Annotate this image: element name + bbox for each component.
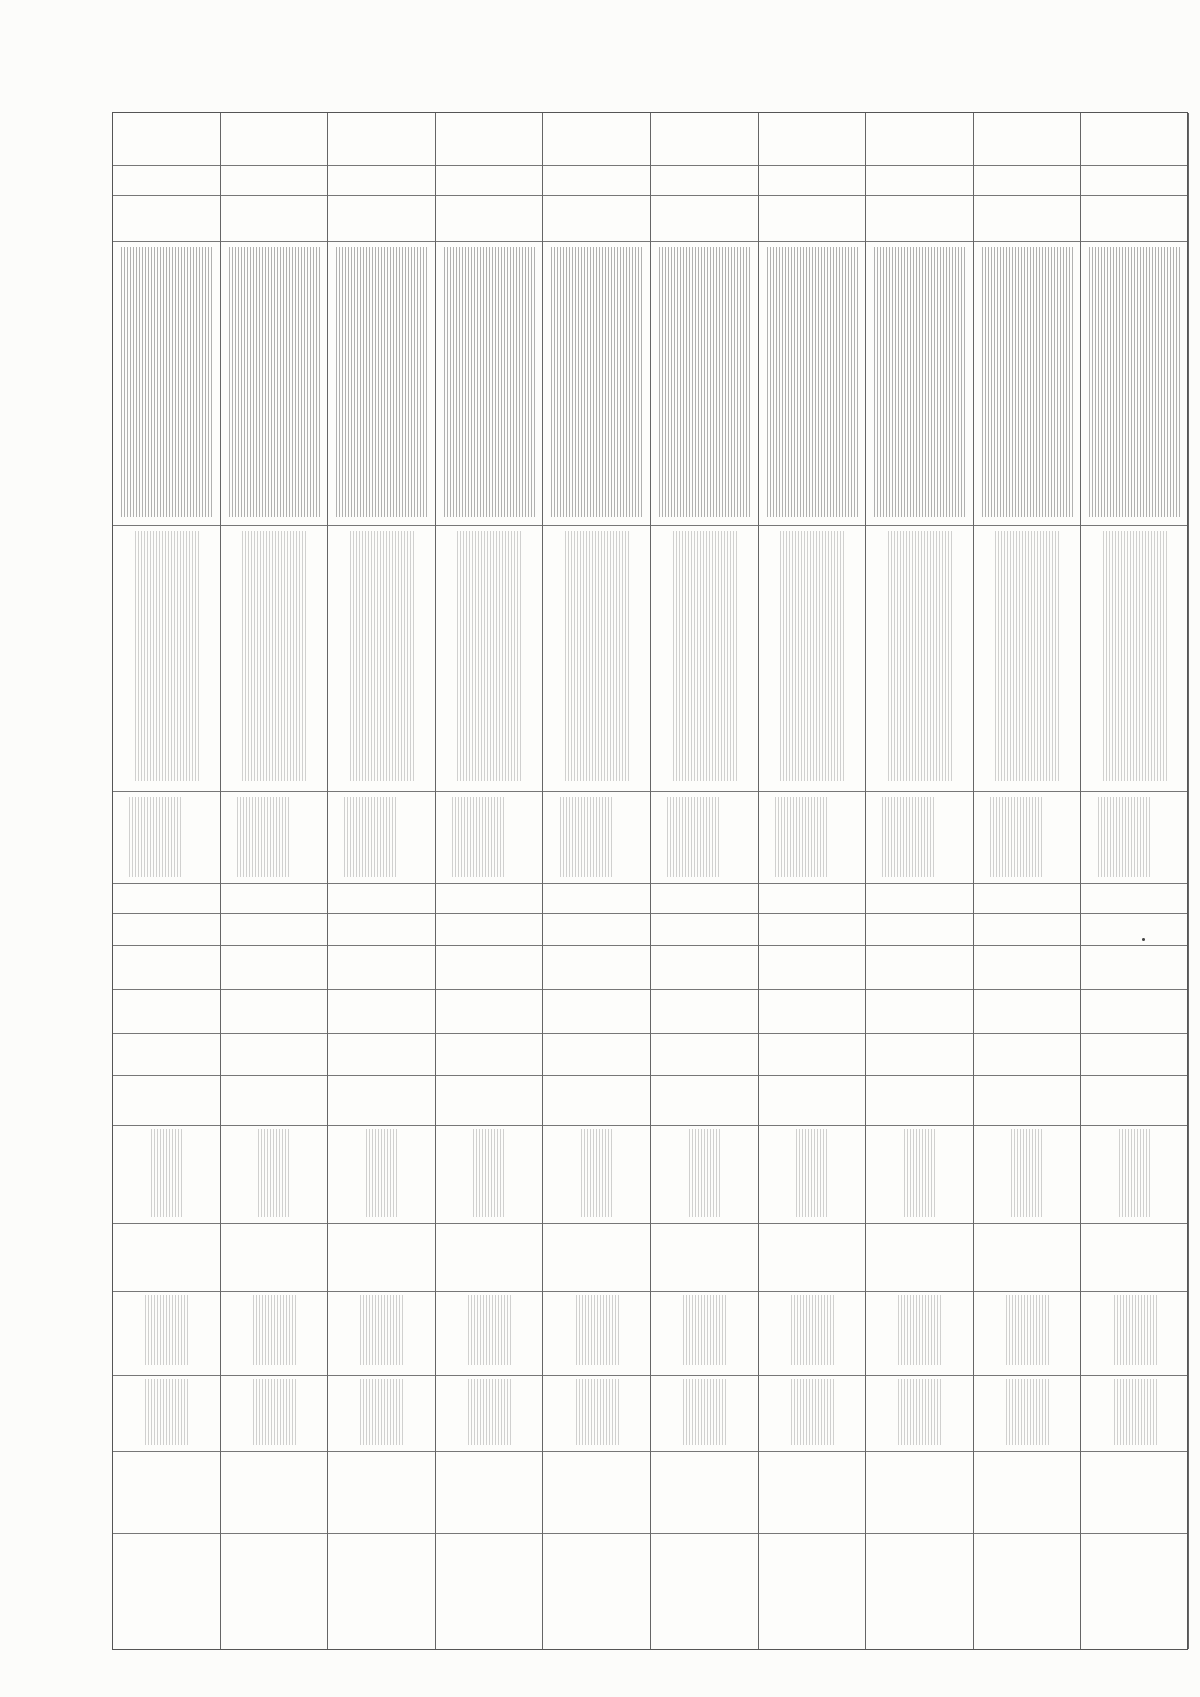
table-record [651, 113, 759, 1649]
illegible-text-block [551, 247, 643, 517]
illegible-text-block [145, 1379, 188, 1445]
illegible-text-block [129, 797, 183, 877]
illegible-text-block [452, 797, 506, 877]
illegible-text-block [683, 1295, 726, 1365]
illegible-text-block [121, 247, 213, 517]
illegible-text-block [229, 247, 321, 517]
illegible-text-block [796, 1129, 828, 1217]
illegible-text-block [344, 797, 398, 877]
illegible-text-block [874, 247, 966, 517]
illegible-text-block [237, 797, 291, 877]
illegible-text-block [473, 1129, 505, 1217]
illegible-text-block [360, 1295, 403, 1365]
illegible-text-block [1006, 1379, 1049, 1445]
illegible-text-block [659, 247, 751, 517]
table-record [866, 113, 974, 1649]
illegible-text-block [898, 1379, 941, 1445]
illegible-text-block [683, 1379, 726, 1445]
illegible-text-block [904, 1129, 936, 1217]
illegible-text-block [565, 531, 630, 781]
illegible-text-block [350, 531, 415, 781]
illegible-text-block [791, 1295, 834, 1365]
illegible-text-block [898, 1295, 941, 1365]
illegible-text-block [457, 531, 522, 781]
illegible-text-block [1103, 531, 1168, 781]
illegible-text-block [135, 531, 200, 781]
table-record [1081, 113, 1189, 1649]
illegible-text-block [468, 1379, 511, 1445]
illegible-text-block [366, 1129, 398, 1217]
table-record [221, 113, 329, 1649]
illegible-text-block [1114, 1295, 1157, 1365]
illegible-text-block [336, 247, 428, 517]
illegible-text-block [360, 1379, 403, 1445]
table-record [543, 113, 651, 1649]
illegible-text-block [990, 797, 1044, 877]
illegible-text-block [560, 797, 614, 877]
stray-dot [1142, 938, 1145, 941]
illegible-text-block [667, 797, 721, 877]
table-record [974, 113, 1082, 1649]
illegible-text-block [253, 1379, 296, 1445]
illegible-text-block [995, 531, 1060, 781]
illegible-text-block [468, 1295, 511, 1365]
illegible-text-block [1114, 1379, 1157, 1445]
illegible-text-block [1006, 1295, 1049, 1365]
scanned-table-sheet [112, 112, 1188, 1650]
illegible-text-block [982, 247, 1074, 517]
illegible-text-block [689, 1129, 721, 1217]
illegible-text-block [1098, 797, 1152, 877]
illegible-text-block [1011, 1129, 1043, 1217]
illegible-text-block [780, 531, 845, 781]
illegible-text-block [1089, 247, 1181, 517]
illegible-text-block [888, 531, 953, 781]
illegible-text-block [151, 1129, 183, 1217]
illegible-text-block [258, 1129, 290, 1217]
table-record [328, 113, 436, 1649]
table-record [113, 113, 221, 1649]
illegible-text-block [775, 797, 829, 877]
illegible-text-block [576, 1379, 619, 1445]
illegible-text-block [581, 1129, 613, 1217]
illegible-text-block [145, 1295, 188, 1365]
illegible-text-block [673, 531, 738, 781]
illegible-text-block [444, 247, 536, 517]
table-record [759, 113, 867, 1649]
table-record [436, 113, 544, 1649]
illegible-text-block [242, 531, 307, 781]
illegible-text-block [882, 797, 936, 877]
illegible-text-block [1119, 1129, 1151, 1217]
illegible-text-block [791, 1379, 834, 1445]
illegible-text-block [576, 1295, 619, 1365]
illegible-text-block [253, 1295, 296, 1365]
illegible-text-block [767, 247, 859, 517]
